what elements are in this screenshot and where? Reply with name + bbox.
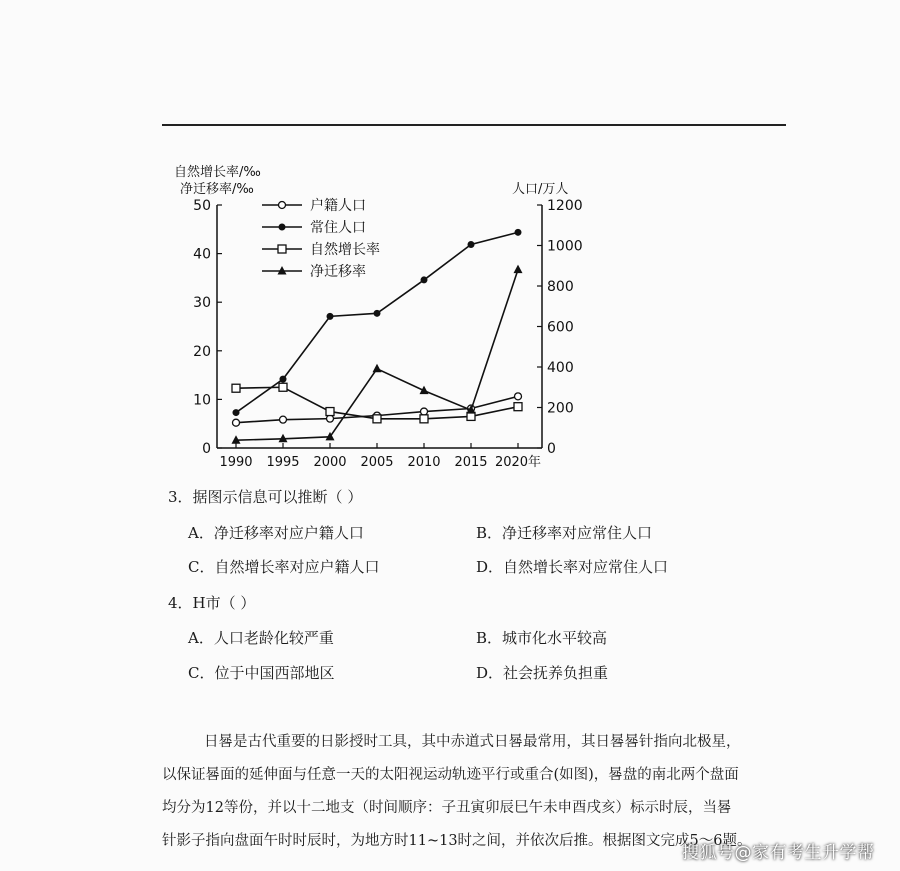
q4-option-b: B．城市化水平较高 [476, 629, 608, 647]
right-tick-label: 600 [547, 319, 574, 336]
passage-line: 日晷是古代重要的日影授时工具，其中赤道式日晷最常用，其日晷晷针指向北极星， [204, 734, 741, 750]
data-point [233, 419, 240, 426]
data-point [515, 229, 522, 236]
legend-label: 常住人口 [310, 220, 366, 236]
data-point [420, 415, 428, 423]
right-tick-label: 0 [547, 441, 556, 457]
x-tick-label: 2000 [313, 455, 347, 470]
q3-option-c: C．自然增长率对应户籍人口 [188, 558, 380, 576]
left-axis-label-2: 净迁移率/‰ [180, 182, 254, 197]
data-point [279, 383, 287, 391]
data-point [373, 364, 382, 373]
legend-label: 自然增长率 [310, 242, 380, 258]
legend [262, 198, 380, 280]
legend-marker [278, 245, 286, 253]
data-point [232, 384, 240, 392]
data-point [421, 408, 428, 415]
data-point [373, 415, 381, 423]
data-point [233, 409, 240, 416]
left-tick-label: 10 [193, 392, 211, 409]
left-tick-label: 0 [202, 441, 211, 457]
left-tick-label: 40 [193, 246, 211, 263]
q4-option-d: D．社会抚养负担重 [476, 664, 609, 682]
data-point [468, 241, 475, 248]
data-point [327, 313, 334, 320]
q4-option-c: C．位于中国西部地区 [188, 664, 335, 682]
data-point [515, 393, 522, 400]
x-tick-label: 1990 [219, 455, 253, 470]
x-tick-label: 2015 [454, 455, 488, 470]
question-4-stem: 4．H市（ ） [168, 594, 256, 612]
x-tick-label: 2010 [407, 455, 441, 470]
data-point [280, 376, 287, 383]
left-tick-label: 20 [193, 343, 211, 360]
right-axis-label: 人口/万人 [512, 182, 569, 197]
right-tick-label: 200 [547, 400, 574, 417]
right-tick-label: 1000 [547, 238, 583, 255]
left-axis-label-1: 自然增长率/‰ [174, 165, 261, 180]
series-lines [232, 229, 523, 444]
passage-line: 针影子指向盘面午时时辰时，为地方时11~13时之间，并依次后推。根据图文完成5～6题。 [162, 833, 752, 849]
q3-option-b: B．净迁移率对应常住人口 [476, 524, 653, 542]
left-tick-label: 30 [193, 295, 211, 312]
legend-marker [279, 202, 286, 209]
x-ticks [219, 443, 541, 470]
data-point [467, 412, 475, 420]
data-point [514, 265, 523, 274]
q3-option-d: D．自然增长率对应常住人口 [476, 558, 669, 576]
right-tick-label: 400 [547, 360, 574, 376]
passage-line: 均分为12等份，并以十二地支（时间顺序：子丑寅卯辰巳午未申酉戌亥）标示时辰，当晷 [162, 800, 732, 816]
legend-marker [279, 224, 286, 231]
data-point [421, 276, 428, 283]
legend-label: 净迁移率 [310, 264, 366, 280]
data-point [374, 310, 381, 317]
q3-option-a: A．净迁移率对应户籍人口 [188, 524, 364, 542]
right-ticks [537, 198, 583, 457]
question-3-stem: 3．据图示信息可以推断（ ） [168, 488, 363, 506]
x-tick-label: 1995 [266, 455, 300, 470]
data-point [280, 416, 287, 423]
data-point [326, 408, 334, 416]
passage-line: 以保证晷面的延伸面与任意一天的太阳视运动轨迹平行或重合(如图)，晷盘的南北两个盘面 [162, 767, 739, 783]
x-tick-label: 2020年 [494, 455, 542, 470]
right-tick-label: 1200 [547, 198, 583, 214]
x-tick-label: 2005 [360, 455, 394, 470]
series-line [236, 232, 518, 412]
data-point [514, 403, 522, 411]
right-tick-label: 800 [547, 279, 574, 295]
watermark: 搜狐号@家有考生升学帮 [682, 843, 875, 863]
legend-label: 户籍人口 [310, 198, 366, 214]
left-tick-label: 50 [193, 198, 211, 214]
q4-option-a: A．人口老龄化较严重 [188, 629, 334, 647]
